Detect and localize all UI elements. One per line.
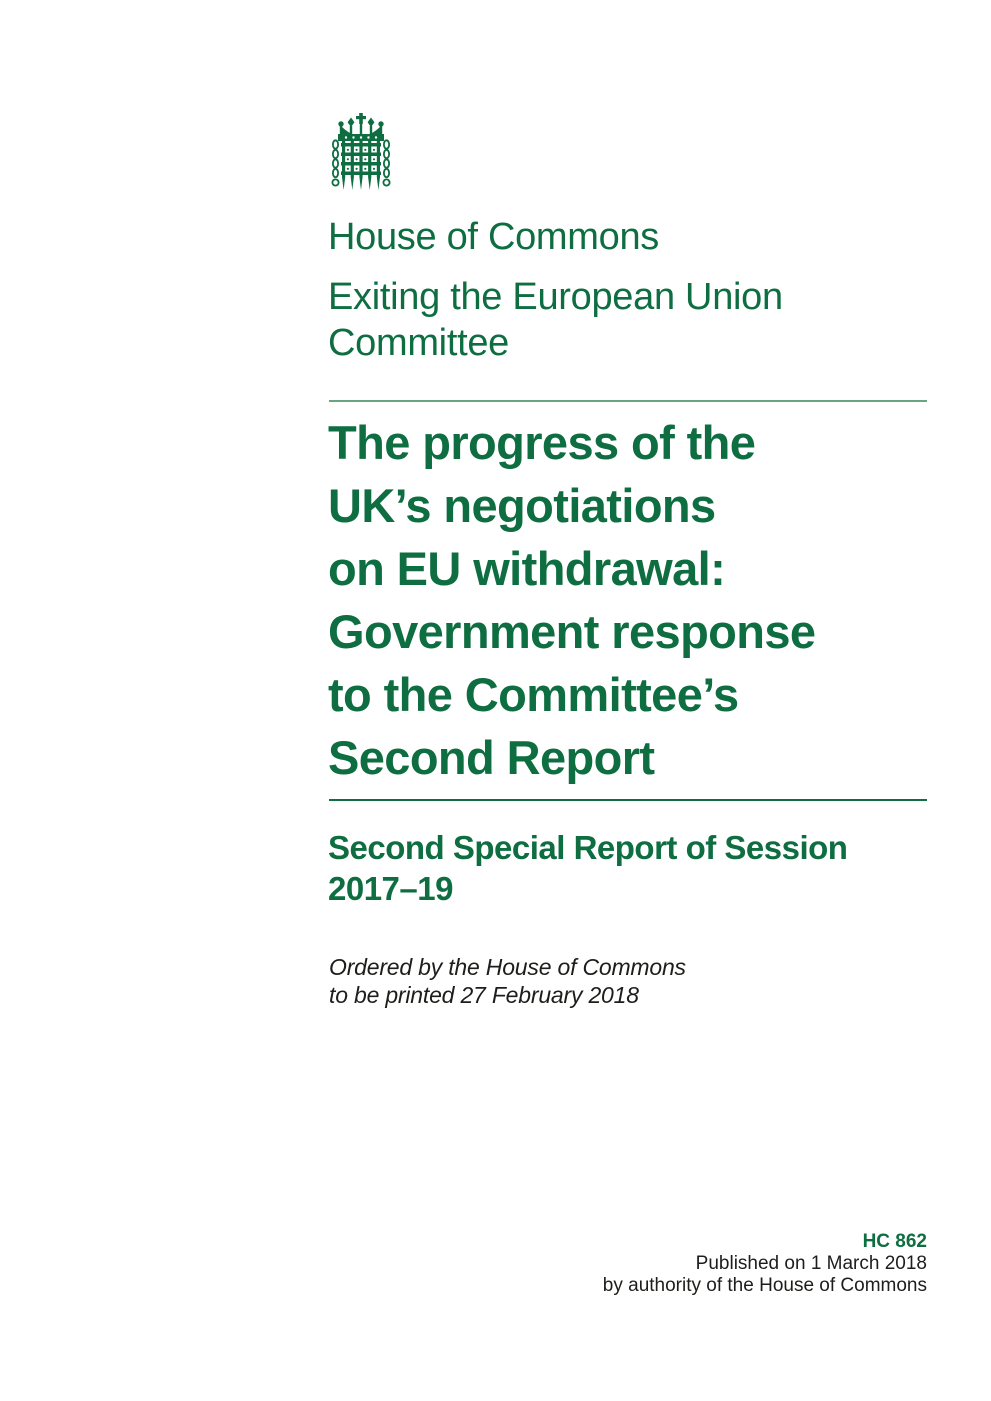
title-line: Government response bbox=[328, 605, 816, 658]
subtitle-line-1: Second Special Report of Session bbox=[328, 829, 848, 866]
imprint-block bbox=[603, 1231, 927, 1297]
committee-name bbox=[328, 274, 783, 366]
subtitle-line-2: 2017–19 bbox=[328, 870, 453, 907]
committee-line-2: Committee bbox=[328, 322, 510, 364]
ordering-line-1: Ordered by the House of Commons bbox=[329, 954, 686, 980]
hc-reference: HC 862 bbox=[862, 1231, 927, 1252]
title-line: on EU withdrawal: bbox=[328, 542, 726, 595]
committee-line-1: Exiting the European Union bbox=[328, 276, 783, 318]
report-title bbox=[328, 411, 815, 789]
title-line: Second Report bbox=[328, 731, 655, 784]
title-line: UK’s negotiations bbox=[328, 479, 716, 532]
organisation-title: House of Commons bbox=[328, 216, 660, 258]
divider-bottom bbox=[329, 799, 927, 801]
authority-line: by authority of the House of Commons bbox=[602, 1275, 927, 1296]
title-line: to the Committee’s bbox=[328, 668, 739, 721]
published-date: Published on 1 March 2018 bbox=[695, 1253, 927, 1274]
divider-top bbox=[329, 400, 927, 402]
ordering-statement bbox=[329, 953, 686, 1009]
ordering-line-2: to be printed 27 February 2018 bbox=[329, 982, 639, 1008]
title-line: The progress of the bbox=[328, 416, 756, 469]
report-subtitle bbox=[328, 827, 847, 909]
crowned-portcullis-icon bbox=[330, 111, 392, 199]
